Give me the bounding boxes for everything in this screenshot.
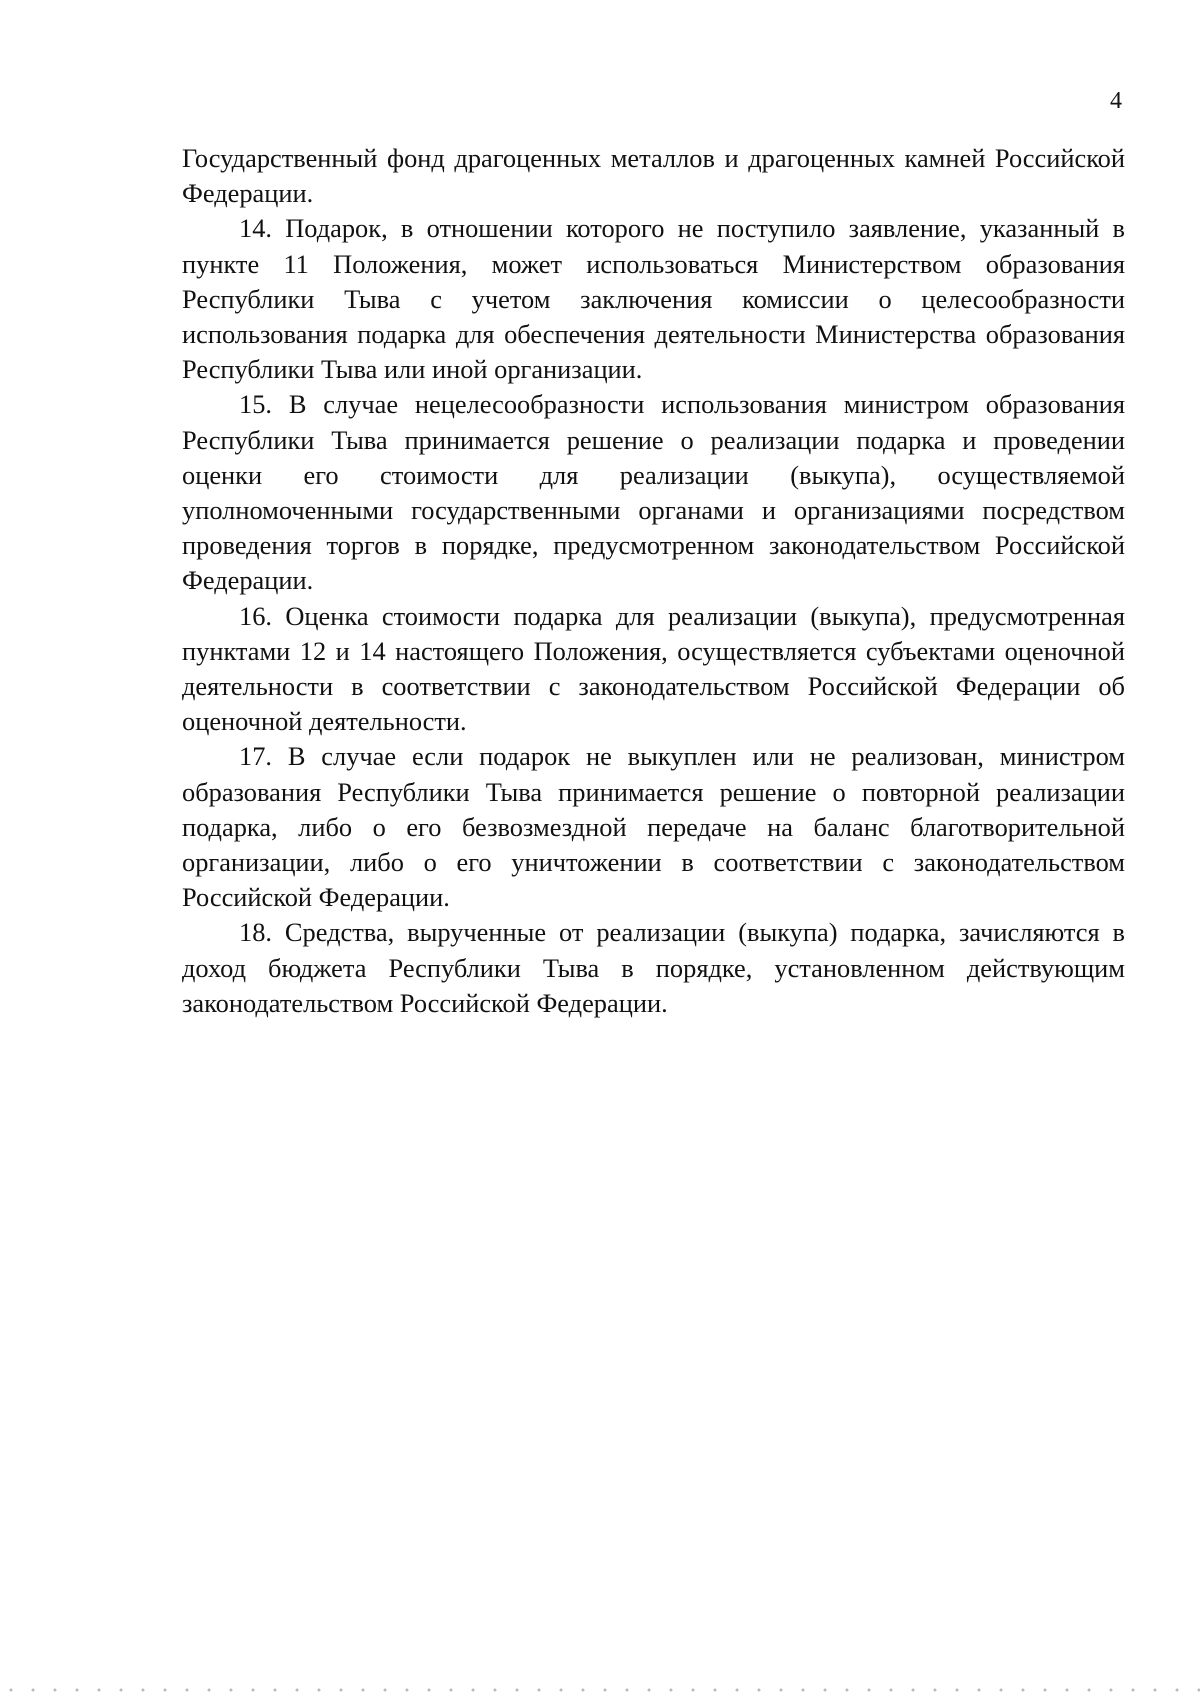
scan-edge-dots [0,1686,1200,1694]
paragraph-15: 15. В случае нецелесообразности использования министром образования Республики Тыва принимается решение о реализации подарка и проведении оценки его стоимости для реализации (выкупа), осуществляемой уполномоченными государственными органами и организациями посредством проведения торгов в порядке, предусмотренном законодательством Российской Федерации. [182,389,1125,596]
paragraph-continuation: Государственный фонд драгоценных металлов и драгоценных камней Российской Федерации. [182,143,1125,209]
paragraph-14: 14. Подарок, в отношении которого не поступило заявление, указанный в пункте 11 Положения, может использоваться Министерством образования Республики Тыва с учетом заключения комиссии о целесообразности использования подарка для обеспечения деятельности Министерства образования Республики Тыва или иной организации. [182,213,1125,385]
paragraph-17: 17. В случае если подарок не выкуплен или не реализован, министром образования Республики Тыва принимается решение о повторной реализации подарка, либо о его безвозмездной передаче на баланс благотворительной организации, либо о его уничтожении в соответствии с законодательством Российской Федерации. [182,741,1125,913]
paragraph-16: 16. Оценка стоимости подарка для реализации (выкупа), предусмотренная пунктами 12 и 14 настоящего Положения, осуществляется субъектами оценочной деятельности в соответствии с законодательством Российской Федерации об оценочной деятельности. [182,600,1125,737]
paragraph-18: 18. Средства, вырученные от реализации (выкупа) подарка, зачисляются в доход бюджета Республики Тыва в порядке, установленном действующим законодательством Российской Федерации. [182,917,1125,1018]
page-number: 4 [1110,88,1122,114]
document-body [182,141,1125,1021]
